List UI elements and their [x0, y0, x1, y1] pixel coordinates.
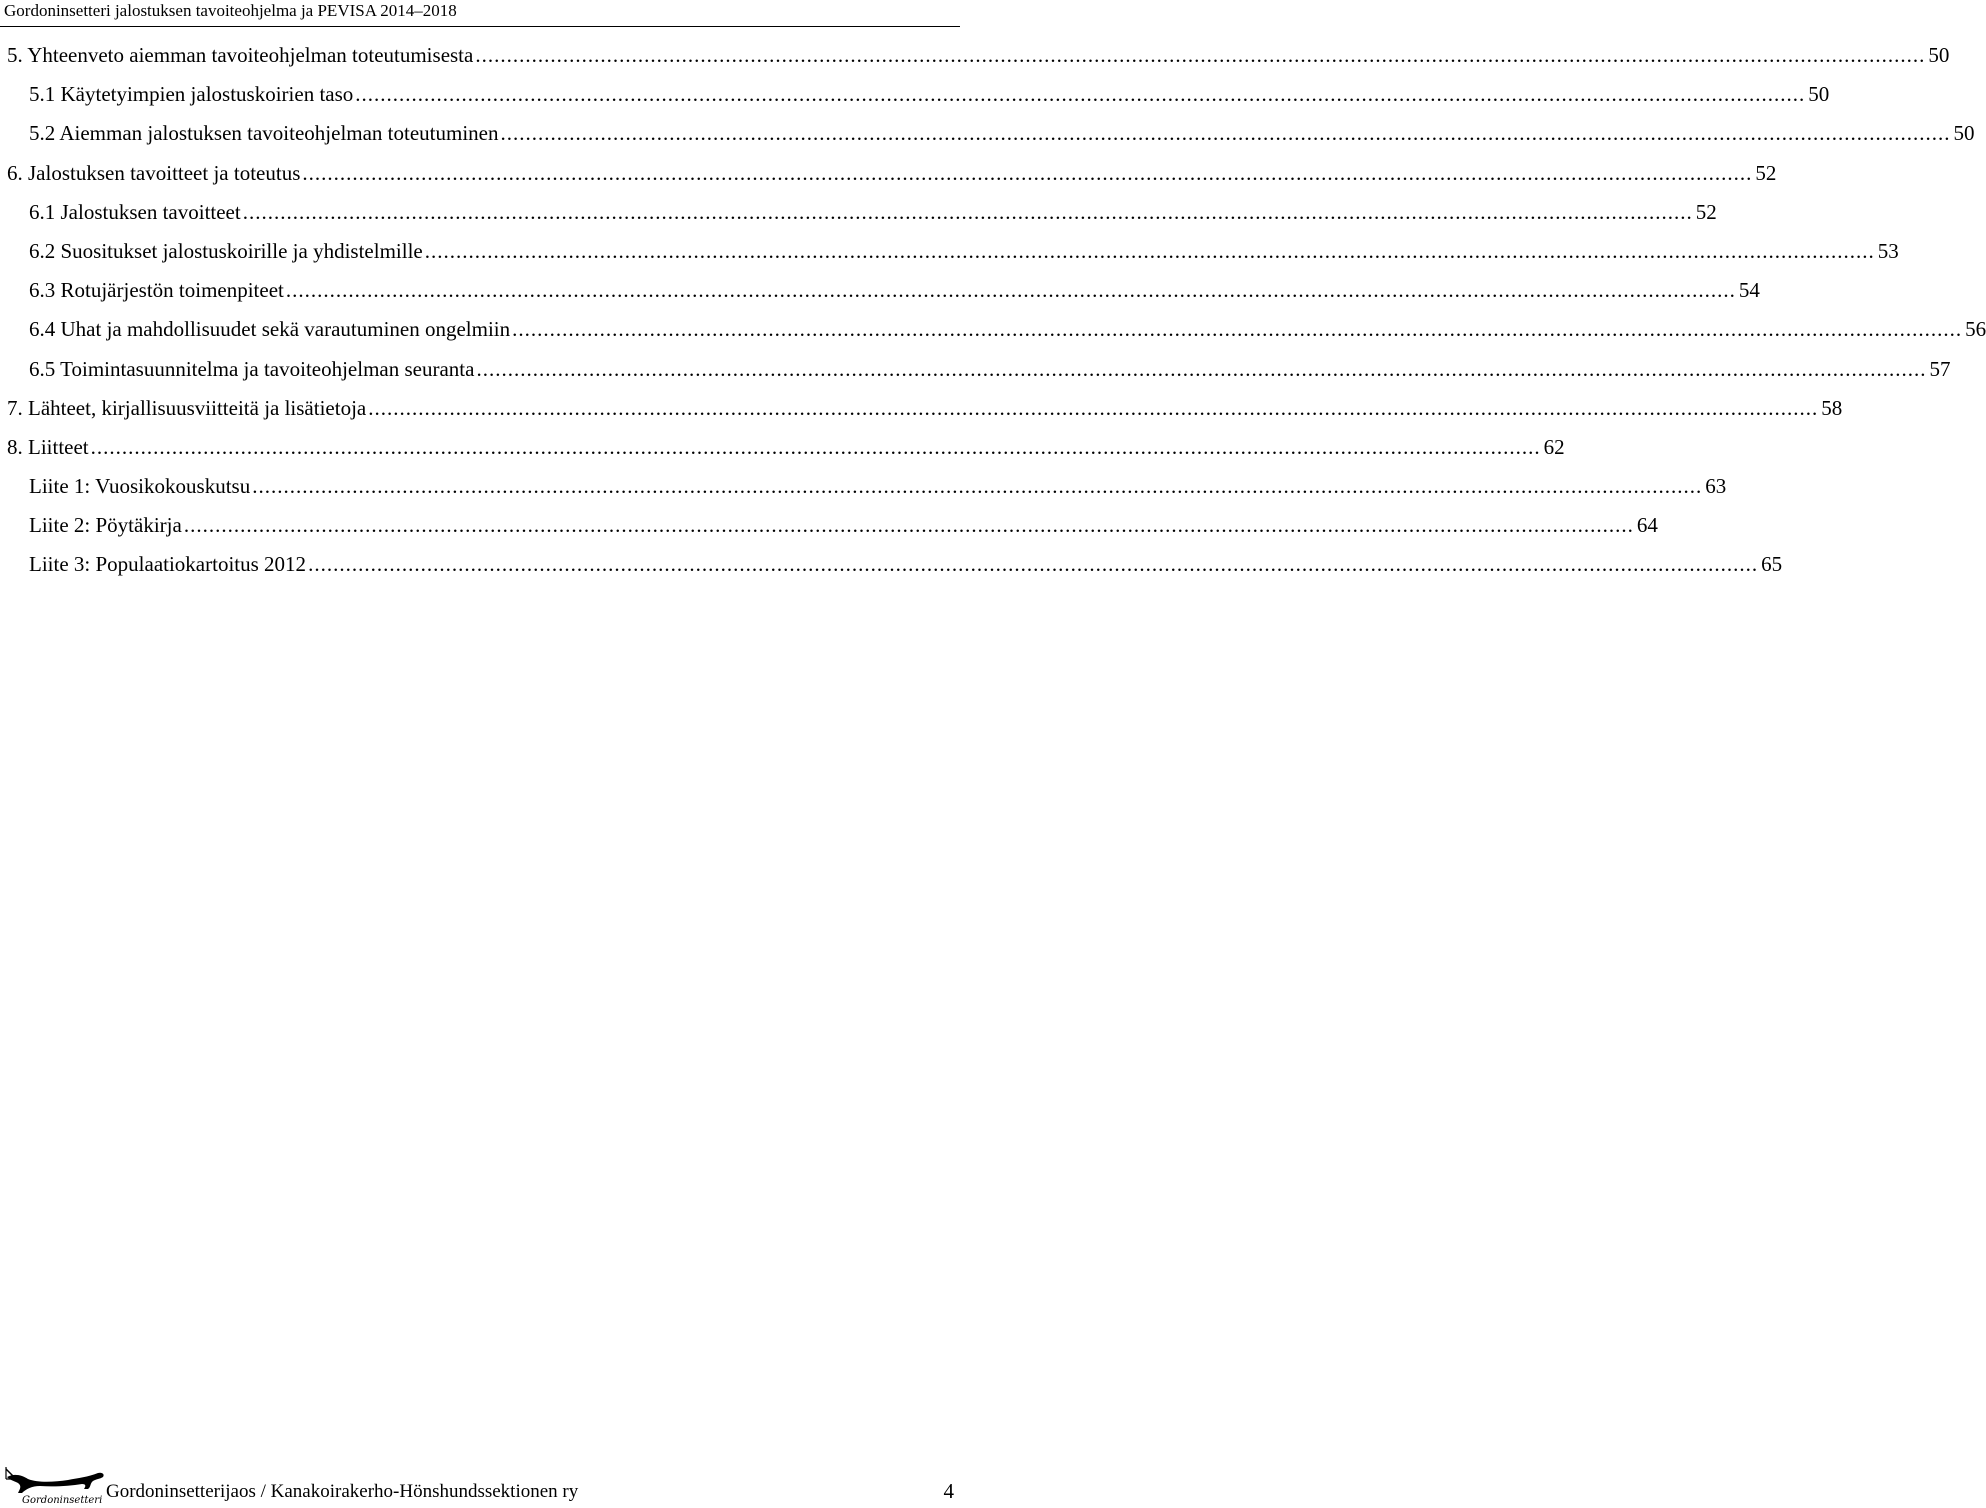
toc-dot-leader — [184, 506, 1634, 545]
toc-entry-page: 53 — [1877, 238, 1899, 263]
toc-dot-leader — [425, 232, 1875, 271]
toc-dot-leader — [501, 114, 1951, 153]
toc-entry[interactable] — [0, 545, 1783, 584]
toc-entry-title: 6.3 Rotujärjestön toimenpiteet — [29, 278, 284, 303]
toc-entry[interactable] — [0, 350, 1951, 389]
toc-dot-leader — [368, 389, 1818, 428]
toc-entry-title: 6. Jalostuksen tavoitteet ja toteutus — [7, 160, 301, 185]
toc-entry-title: 6.5 Toimintasuunnitelma ja tavoiteohjelman seuranta — [29, 356, 475, 381]
toc-entry[interactable] — [0, 310, 1986, 349]
toc-entry-title: 5. Yhteenveto aiemman tavoiteohjelman toteutumisesta — [7, 43, 474, 67]
footer-organization: Gordoninsetterijaos / Kanakoirakerho-Hönshundssektionen ry — [106, 1481, 579, 1502]
toc-entry-page: 52 — [1755, 160, 1777, 185]
toc-entry-page: 56 — [1965, 317, 1986, 342]
page-number: 4 — [943, 1479, 954, 1503]
table-of-contents — [0, 36, 1986, 585]
toc-dot-leader — [355, 75, 1805, 114]
toc-dot-leader — [286, 271, 1736, 310]
toc-entry[interactable] — [0, 36, 1950, 75]
toc-entry[interactable] — [0, 506, 1658, 545]
page-footer — [0, 1465, 960, 1508]
svg-text:Gordoninsetteri: Gordoninsetteri — [22, 1495, 103, 1506]
toc-entry-title: Liite 3: Populaatiokartoitus 2012 — [29, 552, 307, 577]
toc-entry-title: 6.1 Jalostuksen tavoitteet — [29, 199, 241, 224]
toc-entry-title: Liite 1: Vuosikokouskutsu — [29, 474, 251, 499]
header-rule — [0, 26, 960, 27]
toc-dot-leader — [512, 310, 1962, 349]
toc-entry-page: 54 — [1738, 278, 1760, 303]
toc-entry-page: 63 — [1705, 474, 1727, 499]
toc-dot-leader — [252, 467, 1702, 506]
toc-entry[interactable] — [0, 467, 1727, 506]
toc-entry[interactable] — [0, 114, 1975, 153]
toc-dot-leader — [243, 193, 1693, 232]
toc-entry-title: 7. Lähteet, kirjallisuusviitteitä ja lisätietoja — [7, 395, 367, 420]
toc-entry-page: 50 — [1928, 43, 1950, 67]
toc-entry-page: 50 — [1808, 82, 1830, 107]
toc-entry-title: 6.2 Suositukset jalostuskoirille ja yhdistelmille — [29, 238, 423, 263]
gordoninsetteri-logo-lettering — [22, 1491, 103, 1507]
toc-entry[interactable] — [0, 193, 1717, 232]
toc-entry[interactable] — [0, 271, 1760, 310]
toc-entry-title: 5.2 Aiemman jalostuksen tavoiteohjelman toteutuminen — [29, 121, 499, 146]
toc-entry[interactable] — [0, 428, 1565, 467]
running-header: Gordoninsetteri jalostuksen tavoiteohjelma ja PEVISA 2014–2018 — [4, 1, 457, 20]
toc-entry-page: 58 — [1821, 395, 1843, 420]
toc-entry[interactable] — [0, 232, 1899, 271]
toc-entry[interactable] — [0, 389, 1843, 428]
toc-entry-page: 64 — [1636, 513, 1658, 538]
toc-entry-page: 52 — [1695, 199, 1717, 224]
toc-dot-leader — [308, 545, 1758, 584]
toc-entry-page: 62 — [1543, 434, 1565, 459]
toc-dot-leader — [91, 428, 1541, 467]
toc-entry-title: 5.1 Käytetyimpien jalostuskoirien taso — [29, 82, 354, 107]
toc-dot-leader — [475, 36, 1925, 75]
toc-entry-title: 8. Liitteet — [7, 434, 89, 459]
toc-dot-leader — [302, 154, 1752, 193]
toc-entry-page: 50 — [1953, 121, 1975, 146]
toc-entry-title: 6.4 Uhat ja mahdollisuudet sekä varautuminen ongelmiin — [29, 317, 511, 342]
toc-entry-page: 57 — [1929, 356, 1951, 381]
toc-entry[interactable] — [0, 154, 1777, 193]
toc-entry-title: Liite 2: Pöytäkirja — [29, 513, 182, 538]
toc-entry-page: 65 — [1761, 552, 1783, 577]
toc-entry[interactable] — [0, 75, 1830, 114]
toc-dot-leader — [476, 350, 1926, 389]
